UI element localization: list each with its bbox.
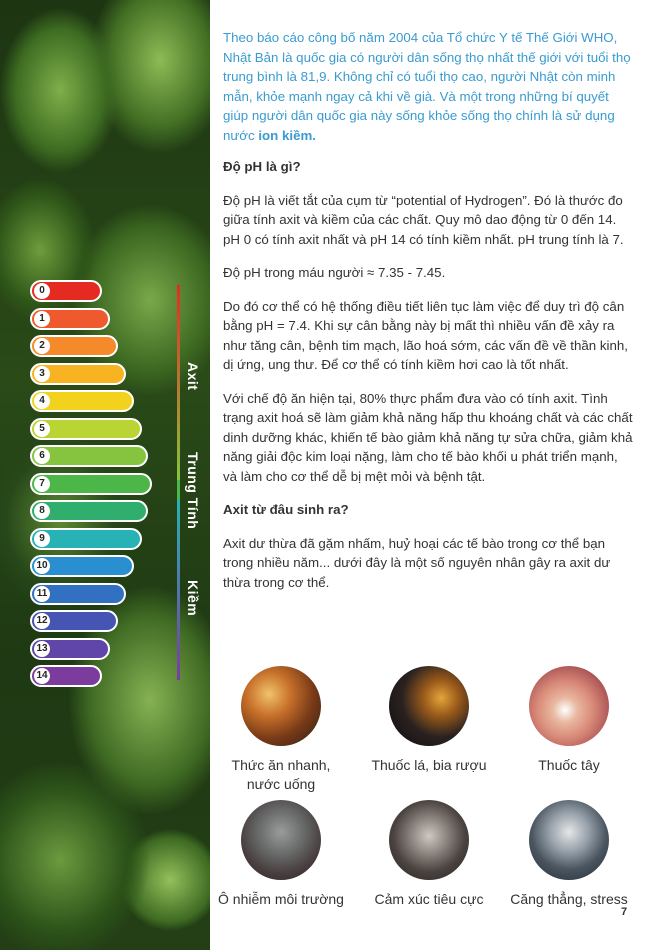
acid-causes-grid [214, 660, 644, 920]
cause-negative-emotion [364, 800, 494, 909]
ph-level-number: 3 [34, 366, 50, 382]
ph-level-number: 14 [34, 668, 50, 684]
alkaline-arrow-line [177, 500, 180, 680]
ph-level-bar-0 [30, 280, 102, 302]
neutral-label: Trung Tính [185, 452, 201, 530]
ph-level-number: 2 [34, 338, 50, 354]
ph-level-bar-2 [30, 335, 118, 357]
ph-level-bar-14 [30, 665, 102, 687]
cause-label: Căng thẳng, stress [510, 891, 628, 907]
ph-level-number: 7 [34, 476, 50, 492]
cause-label: Thức ăn nhanh, nước uống [231, 757, 331, 792]
ph-level-number: 4 [34, 393, 50, 409]
ph-level-bar-8 [30, 500, 148, 522]
ph-level-number: 11 [34, 586, 50, 602]
intro-highlight: ion kiềm. [258, 127, 316, 143]
ph-level-number: 5 [34, 421, 50, 437]
cigarette-beer-photo-icon [389, 666, 469, 746]
cause-stress [504, 800, 634, 909]
ph-level-bar-7 [30, 473, 152, 495]
cause-label: Thuốc lá, bia rượu [371, 757, 487, 773]
ph-level-number: 13 [34, 641, 50, 657]
diet-acid-paragraph: Với chế độ ăn hiện tại, 80% thực phẩm đưa vào có tính axit. Tình trạng axit hoá sẽ làm giảm khả năng hấp thu khoáng chất và các chất dinh dưỡng khác, khiến tế bào giảm khả năng tự sửa chữa, giảm khả năng giải độc kim loại nặng, làm cho tế bào khối u phát triển mạnh, và làm cho cơ thể dễ bị mệt mỏi và bệnh tật. [223, 390, 633, 484]
cause-pollution [216, 800, 346, 909]
alkaline-label: Kiềm [185, 580, 201, 617]
ph-level-number: 12 [34, 613, 50, 629]
page-number: 7 [621, 906, 628, 918]
cause-fast-food [216, 666, 346, 794]
ph-definition-paragraph: Độ pH là viết tắt của cụm từ “potential of Hydrogen”. Đó là thước đo giữa tính axit và kiềm của các chất. Quy mô dao động từ 0 đến 14. pH 0 có tính axit nhất và pH 14 có tính kiềm nhất. pH trung tính là 7. [223, 192, 624, 247]
section-heading-ph: Độ pH là gì? [223, 159, 301, 174]
ph-level-number: 1 [34, 311, 50, 327]
ph-level-bar-11 [30, 583, 126, 605]
acid-label: Axit [185, 362, 201, 391]
stress-photo-icon [529, 800, 609, 880]
cause-tobacco-alcohol [364, 666, 494, 775]
ph-level-number: 10 [34, 558, 50, 574]
cause-label: Ô nhiễm môi trường [218, 891, 344, 907]
article-body [223, 28, 633, 592]
ph-level-bar-6 [30, 445, 148, 467]
fast-food-photo-icon [241, 666, 321, 746]
ph-level-number: 8 [34, 503, 50, 519]
ph-level-bar-12 [30, 610, 118, 632]
ph-level-bar-13 [30, 638, 110, 660]
ph-level-number: 6 [34, 448, 50, 464]
ph-level-bar-9 [30, 528, 142, 550]
cause-medicine [504, 666, 634, 775]
neutral-marker-line [177, 480, 180, 500]
ph-level-bar-4 [30, 390, 134, 412]
blood-ph-paragraph: Độ pH trong máu người ≈ 7.35 - 7.45. [223, 265, 446, 280]
intro-paragraph [223, 28, 633, 145]
acid-source-paragraph: Axit dư thừa đã gặm nhấm, huỷ hoại các tế bào trong cơ thể bạn trong nhiều năm... dưới đây là một số nguyên nhân gây ra axit dư thừa trong cơ thể. [223, 535, 611, 590]
cause-label: Thuốc tây [538, 757, 600, 773]
acid-arrow-line [177, 285, 180, 480]
ph-level-number: 9 [34, 531, 50, 547]
cause-label: Cảm xúc tiêu cực [374, 891, 484, 907]
section-heading-acid-source: Axit từ đâu sinh ra? [223, 502, 349, 517]
ph-level-bar-5 [30, 418, 142, 440]
pollution-photo-icon [241, 800, 321, 880]
ph-level-bar-10 [30, 555, 134, 577]
ph-balance-paragraph: Do đó cơ thể có hệ thống điều tiết liên tục làm việc để duy trì độ cân bằng pH = 7.4. Khi sự cân bằng này bị mất thì nhiều vấn đề xảy ra như tăng cân, bệnh tim mạch, lão hoá sớm, các vấn đề về thần kinh, dị ứng, ung thư. Để cơ thể có tính kiềm hơi cao là tốt nhất. [223, 298, 628, 372]
negative-emotion-photo-icon [389, 800, 469, 880]
ph-level-bar-1 [30, 308, 110, 330]
ph-level-number: 0 [34, 283, 50, 299]
ph-level-bar-3 [30, 363, 126, 385]
ph-scale-graphic [0, 0, 210, 950]
pills-photo-icon [529, 666, 609, 746]
vegetable-background-image [0, 0, 210, 950]
intro-text: Theo báo cáo công bố năm 2004 của Tổ chức Y tế Thế Giới WHO, Nhật Bản là quốc gia có người dân sống thọ nhất thế giới với tuổi thọ trung bình là 81,9. Không chỉ có tuổi thọ cao, người Nhật còn minh mẫn, khỏe mạnh ngay cả khi về già. Và một trong những bí quyết giúp người dân quốc gia này sống khỏe sống thọ chính là sử dụng nước [223, 30, 631, 143]
